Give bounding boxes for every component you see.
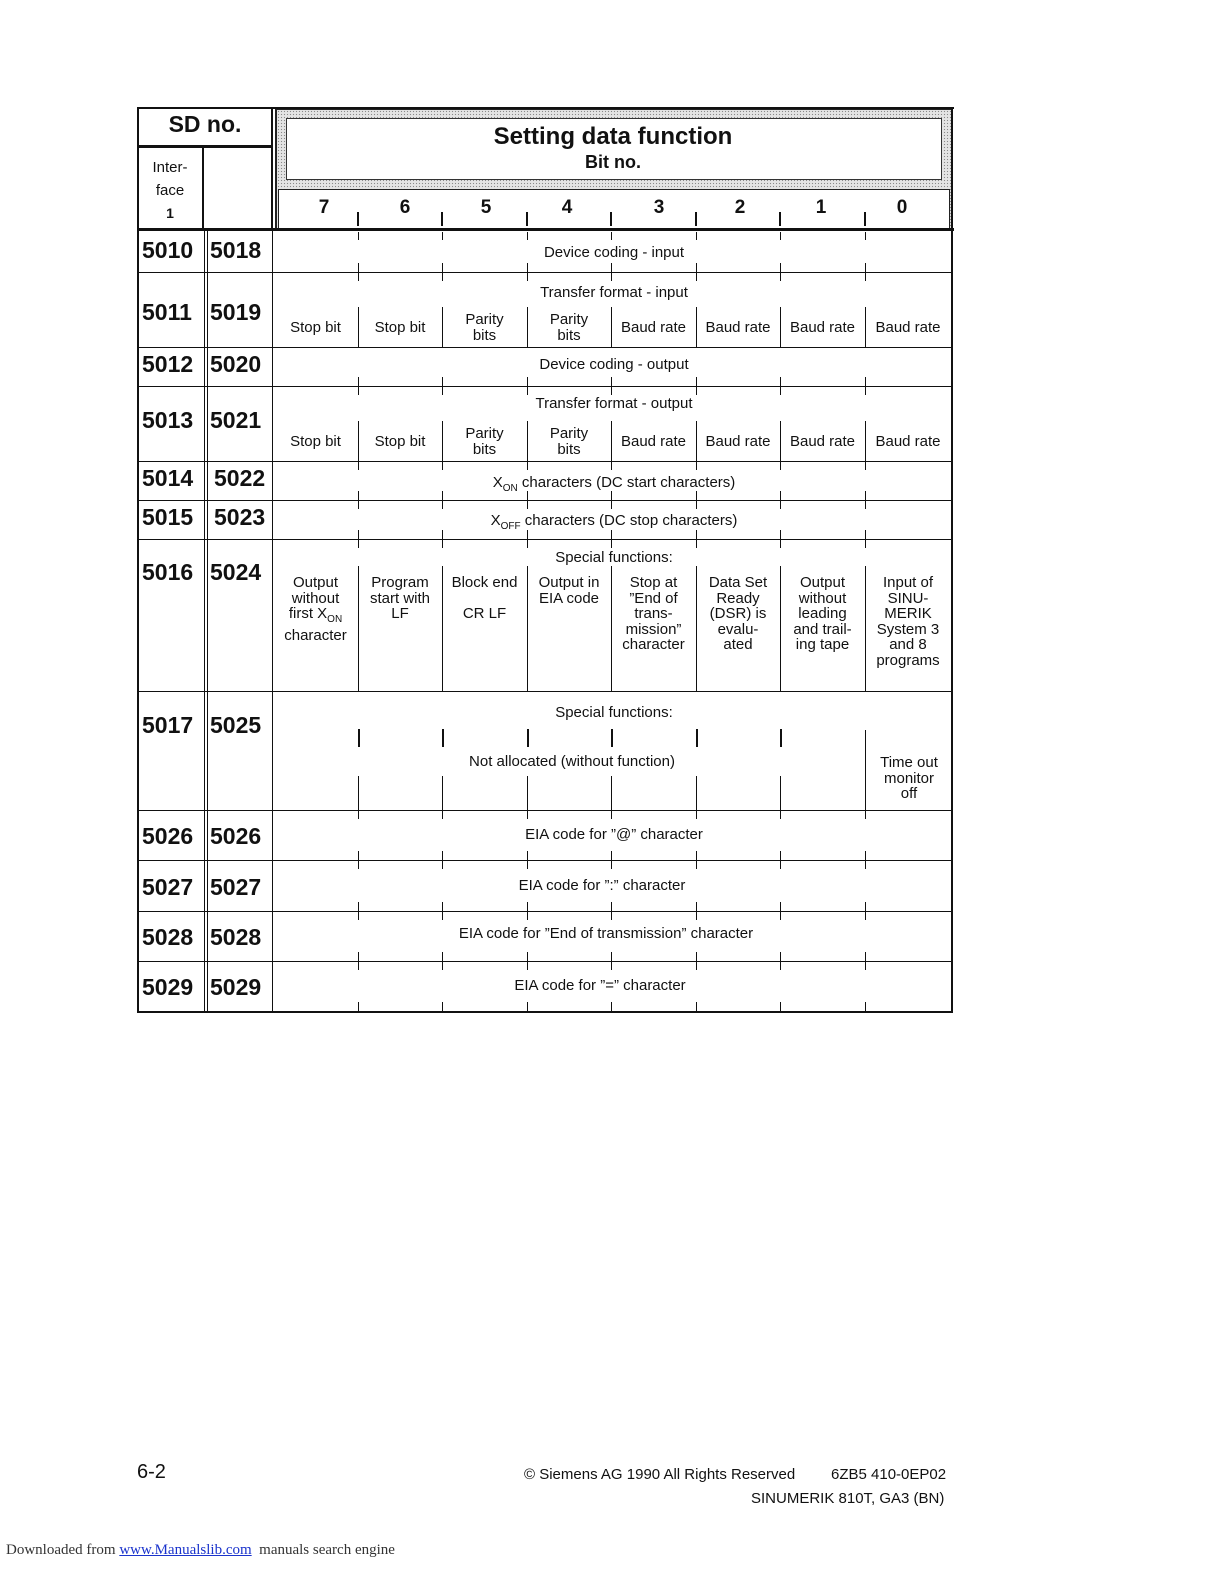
tick [527, 962, 528, 970]
row-description: Device coding - input [543, 244, 685, 261]
tick [780, 811, 781, 819]
row-separator [137, 461, 953, 462]
row-separator [137, 810, 953, 811]
tick [780, 952, 781, 961]
row-description: Special functions: [555, 549, 673, 566]
tick [611, 902, 612, 911]
bit-7-cell: Stop bit [290, 433, 341, 450]
not-allocated-text: Not allocated (without function) [469, 753, 675, 770]
page-number: 6-2 [137, 1461, 166, 1483]
tick [358, 851, 359, 860]
sd-number: 5010 [142, 237, 194, 263]
tick [865, 851, 866, 860]
bit-1-cell: Baud rate [789, 319, 856, 336]
row-description: $X_{OFF}$ characters (DC stop characters) [490, 512, 738, 532]
sd-number: 5022 [214, 465, 266, 491]
tick [358, 501, 359, 509]
tick [696, 377, 697, 386]
tick [358, 387, 359, 395]
tick [865, 962, 866, 970]
tick [780, 540, 781, 548]
tick [358, 273, 359, 281]
sd-number: 5015 [142, 504, 194, 530]
tick [358, 377, 359, 386]
bit-divider [442, 776, 443, 810]
tick [696, 952, 697, 961]
bit-3-label: 3 [653, 197, 665, 218]
tick [527, 861, 528, 869]
tick [611, 952, 612, 961]
tick [611, 912, 612, 920]
tick [865, 540, 866, 548]
tick [358, 263, 359, 272]
tick [611, 387, 612, 395]
bit-2-cell: Baud rate [705, 433, 771, 450]
tick [358, 902, 359, 911]
tick [358, 462, 359, 470]
product-name: SINUMERIK 810T, GA3 (BN) [751, 1490, 945, 1507]
sd-number: 5012 [142, 351, 194, 377]
tick [358, 912, 359, 920]
tick [696, 462, 697, 470]
tick [527, 1002, 528, 1011]
tick [611, 501, 612, 509]
tick [865, 902, 866, 911]
tick [696, 902, 697, 911]
row-separator [137, 860, 953, 861]
tick [527, 851, 528, 860]
tick [696, 501, 697, 509]
tick [695, 212, 697, 226]
header-bottom [137, 228, 954, 231]
bit-2-label: 2 [734, 197, 746, 218]
row-separator [137, 272, 953, 273]
tick [779, 212, 781, 226]
sd-number: 5011 [142, 299, 192, 325]
bit-5-label: 5 [480, 197, 492, 218]
bit-6-cell: Program start with LF [369, 574, 430, 622]
sd-number: 5016 [142, 559, 194, 585]
tick [611, 851, 612, 860]
tick [780, 861, 781, 869]
page-title: Setting data function [493, 123, 733, 150]
tick [611, 273, 612, 281]
tick [358, 1002, 359, 1011]
tick [865, 263, 866, 272]
bit-7-cell: Output without first $X_{ON}$ character [284, 574, 347, 644]
bit-6-cell: Stop bit [374, 433, 426, 450]
tick [780, 501, 781, 509]
tick [527, 232, 528, 240]
bit-divider [865, 730, 866, 810]
bit-6-cell: Stop bit [374, 319, 426, 336]
copyright: © Siemens AG 1990 All Rights Reserved [524, 1466, 796, 1483]
tick [865, 952, 866, 961]
sd-number: 5023 [214, 504, 266, 530]
tick [527, 377, 528, 386]
sd-number: 5027 [142, 874, 194, 900]
bit-0-cell: Baud rate [875, 319, 941, 336]
sd-number: 5017 [142, 712, 194, 738]
sd-number: 5020 [210, 351, 262, 377]
row-description: EIA code for ”=” character [514, 977, 686, 994]
tick [611, 1002, 612, 1011]
bit-divider [527, 776, 528, 810]
tick [780, 263, 781, 272]
sd-no-divider [137, 145, 273, 148]
tick [442, 912, 443, 920]
sd-number: 5028 [142, 924, 194, 950]
tick [865, 861, 866, 869]
row-separator [137, 539, 953, 540]
bit-divider [696, 729, 698, 747]
bit-6-label: 6 [399, 197, 411, 218]
tick [526, 212, 528, 226]
row-separator [137, 500, 953, 501]
tick [527, 387, 528, 395]
row-description: EIA code for ”@” character [525, 826, 703, 843]
manualslib-link[interactable]: www.Manualslib.com [119, 1542, 252, 1558]
sd-number: 5027 [210, 874, 262, 900]
sd-number: 5028 [210, 924, 262, 950]
sd-number: 5026 [142, 823, 194, 849]
tick [527, 263, 528, 272]
tick [611, 811, 612, 819]
tick [865, 387, 866, 395]
tick [696, 273, 697, 281]
bit-divider [611, 729, 613, 747]
tick [696, 962, 697, 970]
tick [696, 811, 697, 819]
sd-number: 5021 [210, 407, 262, 433]
bit-1-cell: Baud rate [789, 433, 856, 450]
row-description: EIA code for ”End of transmission” character [458, 925, 754, 942]
row-description: $X_{ON}$ characters (DC start characters) [492, 474, 736, 494]
tick [611, 232, 612, 240]
tick [527, 273, 528, 281]
tick [358, 952, 359, 961]
tick [441, 212, 443, 226]
row-separator [137, 691, 953, 692]
tick [865, 462, 866, 470]
bit-2-cell: Data Set Ready (DSR) is evalu- ated [708, 574, 768, 653]
bit-no-label: Bit no. [585, 152, 641, 172]
tick [696, 232, 697, 240]
row-separator [137, 961, 953, 962]
bit-0-time-out-cell: Time out monitor off [880, 754, 938, 802]
sd-number: 5029 [142, 974, 194, 1000]
tick [442, 902, 443, 911]
tick [864, 212, 866, 226]
tick [865, 1002, 866, 1011]
tick [357, 212, 359, 226]
tick [780, 462, 781, 470]
tick [696, 1002, 697, 1011]
tick [527, 912, 528, 920]
table-border-bottom [137, 1011, 953, 1013]
bit-4-cell: Parity bits [549, 425, 589, 458]
bit-0-cell: Baud rate [875, 433, 941, 450]
sd-double-line-a [204, 231, 205, 1013]
tick [442, 273, 443, 281]
bit-divider [780, 776, 781, 810]
sd-number: 5018 [210, 237, 262, 263]
tick [527, 462, 528, 470]
tick [611, 377, 612, 386]
tick [696, 387, 697, 395]
sd-number: 5024 [210, 559, 262, 585]
bit-4-cell: Output in EIA code [538, 574, 600, 607]
bit-1-label: 1 [815, 197, 827, 218]
bit-divider [527, 729, 529, 747]
tick [780, 273, 781, 281]
interface-divider [202, 147, 204, 231]
tick [780, 1002, 781, 1011]
sd-no-label: SD no. [168, 111, 242, 137]
tick [358, 861, 359, 869]
bit-0-cell: Input of SINU- MERIK System 3 and 8 programs [876, 574, 940, 669]
bit-divider [611, 776, 612, 810]
sd-double-line-b [207, 231, 208, 1013]
bit-3-cell: Stop at ”End of trans- mission” character [622, 574, 685, 653]
tick [611, 540, 612, 548]
bit-divider [442, 729, 444, 747]
bit-4-cell: Parity bits [549, 311, 589, 344]
bit-7-cell: Stop bit [290, 319, 341, 336]
tick [527, 540, 528, 548]
bit-0-label: 0 [896, 197, 908, 218]
bit-divider [780, 729, 782, 747]
bit-4-label: 4 [561, 197, 573, 218]
tick [442, 501, 443, 509]
tick [442, 952, 443, 961]
row-description: Transfer format - output [535, 395, 693, 412]
tick [442, 462, 443, 470]
row-description: Device coding - output [539, 356, 689, 373]
tick [611, 462, 612, 470]
sd-number: 5013 [142, 407, 194, 433]
table-border-top [137, 107, 954, 109]
tick [780, 912, 781, 920]
tick [358, 540, 359, 548]
tick [780, 902, 781, 911]
tick [780, 232, 781, 240]
tick [527, 952, 528, 961]
download-note: Downloaded from www.Manualslib.com manuals search engine [6, 1542, 395, 1558]
tick [865, 811, 866, 819]
sd-number: 5014 [142, 465, 194, 491]
sd-number: 5029 [210, 974, 262, 1000]
row-separator [137, 386, 953, 387]
tick [696, 851, 697, 860]
row-description: Transfer format - input [540, 284, 688, 301]
tick [442, 811, 443, 819]
tick [358, 811, 359, 819]
tick [611, 962, 612, 970]
tick [442, 387, 443, 395]
row-separator [137, 347, 953, 348]
tick [610, 212, 612, 226]
tick [527, 902, 528, 911]
tick [527, 811, 528, 819]
bit-7-label: 7 [318, 197, 330, 218]
sd-number: 5019 [210, 299, 262, 325]
sd-number: 5025 [210, 712, 262, 738]
row-description: Special functions: [555, 704, 673, 721]
tick [865, 912, 866, 920]
row-separator [137, 911, 953, 912]
tick [442, 377, 443, 386]
bit-divider [696, 776, 697, 810]
tick [442, 962, 443, 970]
tick [780, 377, 781, 386]
bit-divider [358, 729, 360, 747]
tick [865, 273, 866, 281]
subscript: ON [327, 614, 343, 625]
tick [611, 263, 612, 272]
tick [696, 861, 697, 869]
bit-3-cell: Baud rate [620, 319, 687, 336]
tick [611, 861, 612, 869]
tick [865, 232, 866, 240]
tick [358, 232, 359, 240]
bit-3-cell: Baud rate [620, 433, 687, 450]
tick [442, 263, 443, 272]
tick [696, 263, 697, 272]
tick [442, 540, 443, 548]
order-number: 6ZB5 410-0EP02 [831, 1466, 947, 1483]
sd-column-right [271, 107, 273, 231]
bit-5-cell: Parity bits [465, 311, 504, 344]
sd-number: 5026 [210, 823, 262, 849]
bit-5-cell: Parity bits [465, 425, 504, 458]
tick [527, 501, 528, 509]
bit-2-cell: Baud rate [705, 319, 771, 336]
row-description: EIA code for ”:” character [518, 877, 686, 894]
tick [696, 540, 697, 548]
tick [780, 962, 781, 970]
table-border-left [137, 107, 139, 1013]
tick [696, 912, 697, 920]
tick [780, 851, 781, 860]
tick [442, 232, 443, 240]
tick [442, 851, 443, 860]
tick [865, 377, 866, 386]
bit-1-cell: Output without leading and trail- ing tape [793, 574, 852, 653]
bit-5-cell: Block end CR LF [451, 574, 518, 622]
tick [442, 861, 443, 869]
tick [780, 387, 781, 395]
tick [865, 501, 866, 509]
tick [442, 1002, 443, 1011]
tick [358, 962, 359, 970]
interface-label: Inter- face 1 [152, 159, 188, 221]
bit-divider [358, 776, 359, 810]
